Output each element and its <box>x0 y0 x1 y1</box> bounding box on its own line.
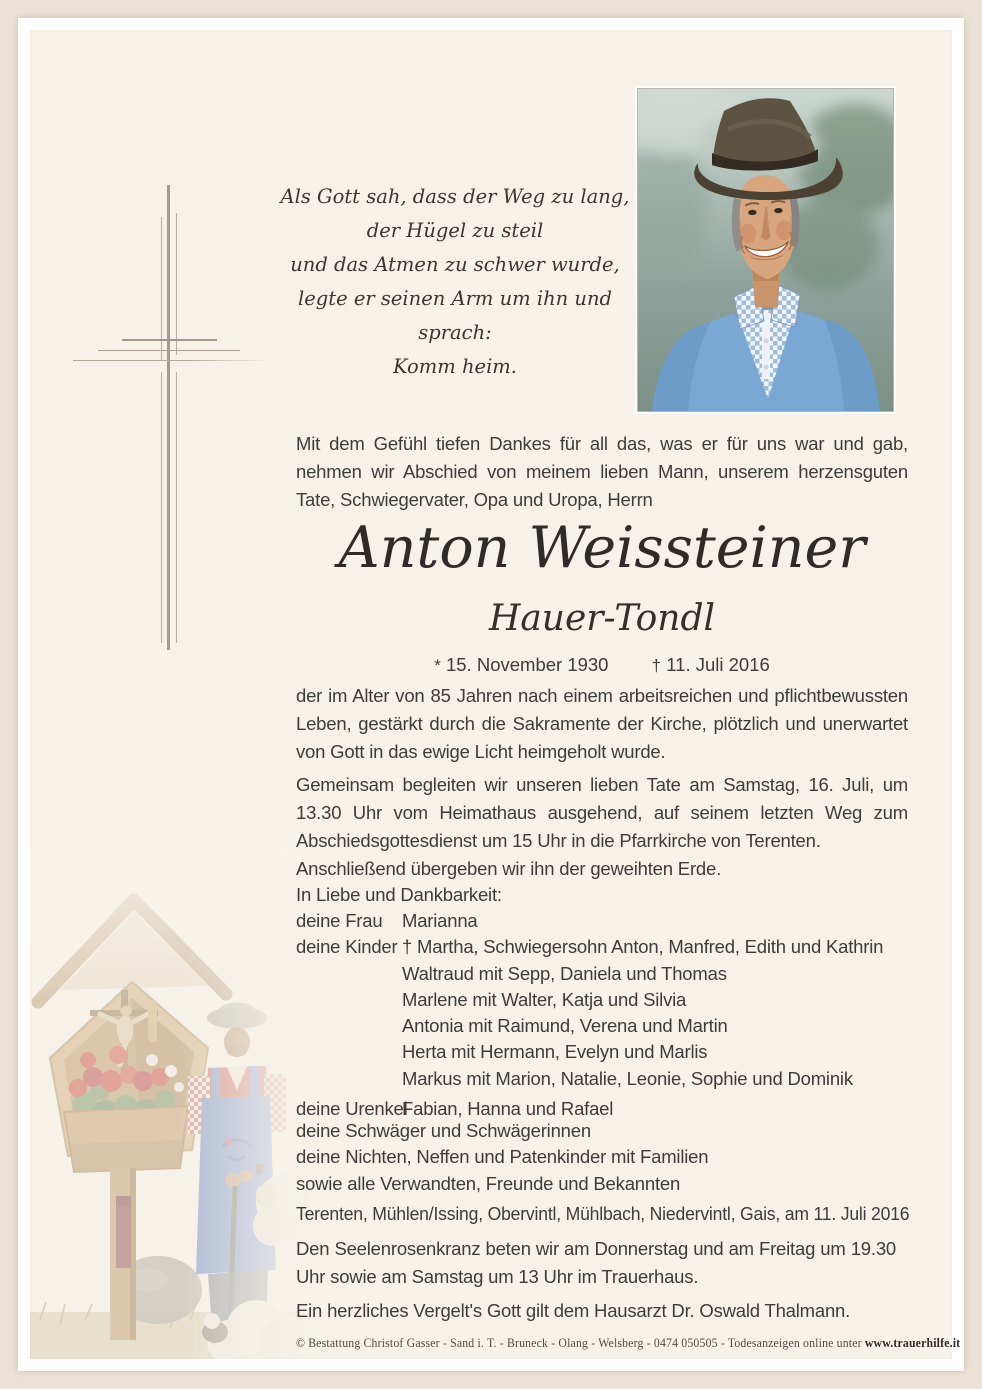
poem-line: legte er seinen Arm um ihn und sprach: <box>297 287 613 344</box>
cross-line <box>122 339 217 341</box>
mourner-value: † Martha, Schwiegersohn Anton, Manfred, Edith und Kathrin <box>402 936 884 958</box>
deceased-name: Anton Weissteiner <box>338 515 866 581</box>
cross-line <box>161 372 162 643</box>
obituary-paragraph: der im Alter von 85 Jahren nach einem arbeitsreichen und pflichtbewussten Leben, gestärkt durch die Sakramente der Kirche, plötzlich und unerwartet von Gott in das ewige Licht heimgeholt wurde. <box>296 685 908 762</box>
portrait-photo <box>637 88 894 412</box>
mourner-value: Fabian, Hanna und Rafael <box>402 1098 614 1120</box>
cross-line <box>167 185 170 650</box>
mourner-row <box>296 961 908 987</box>
poem-line: Als Gott sah, dass der Weg zu lang, <box>280 185 630 208</box>
mourner-value: Markus mit Marion, Natalie, Leonie, Sophie und Dominik <box>402 1067 853 1089</box>
death-symbol: † <box>651 656 662 675</box>
death-date: 11. Juli 2016 <box>666 654 770 675</box>
poem-line: Komm heim. <box>393 355 517 378</box>
life-dates <box>296 654 908 676</box>
poem-line: der Hügel zu steil <box>366 219 544 242</box>
footer-text: © Bestattung Christof Gasser - Sand i. T. - Bruneck - Olang - Welsberg - 0474 050505 - Todesanzeigen online unter <box>296 1336 865 1350</box>
cross-line <box>176 372 177 643</box>
mourner-row <box>296 934 908 960</box>
mourner-row <box>296 1039 908 1065</box>
thanks-line: Ein herzliches Vergelt's Gott gilt dem Hausarzt Dr. Oswald Thalmann. <box>296 1300 851 1321</box>
birth-date: 15. November 1930 <box>445 654 609 675</box>
footer-website: www.trauerhilfe.it <box>864 1336 961 1350</box>
mourner-label: deine Kinder <box>296 936 398 958</box>
mourner-plain-row: sowie alle Verwandten, Freunde und Bekannten <box>296 1172 681 1194</box>
mourner-value: Herta mit Hermann, Evelyn und Marlis <box>402 1041 708 1063</box>
funeral-home-footer <box>296 1336 960 1351</box>
mourner-label: deine Urenkel <box>296 1098 408 1120</box>
mourner-label: deine Frau <box>296 910 383 931</box>
house-name: Hauer-Tondl <box>488 598 716 639</box>
funeral-main: Gemeinsam begleiten wir unseren lieben Tate am Samstag, 16. Juli, um 13.30 Uhr vom Heimathaus ausgehend, auf seinem letzten Weg zum Abschiedsgottesdienst um 15 Uhr in die Pfarrkirche von Terenten. <box>296 774 908 851</box>
funeral-paragraph <box>296 771 908 883</box>
mourner-plain-row: deine Nichten, Neffen und Patenkinder mit Familien <box>296 1146 709 1168</box>
memorial-card <box>18 18 964 1371</box>
funeral-burial-line: Anschließend übergeben wir ihn der geweihten Erde. <box>296 858 722 879</box>
mourners-plain-list <box>296 1118 908 1197</box>
mourner-row <box>296 1013 908 1039</box>
mourner-value: Marlene mit Walter, Katja und Silvia <box>402 988 687 1010</box>
intro-paragraph: Mit dem Gefühl tiefen Dankes für all das, was er für uns war und gab, nehmen wir Abschied von meinem lieben Mann, unserem herzensguten Tate, Schwiegervater, Opa und Uropa, Herrn <box>296 433 908 510</box>
mourner-value: Marianna <box>402 910 478 931</box>
date-place-line: Terenten, Mühlen/Issing, Obervintl, Mühlbach, Niedervintl, Gais, am 11. Juli 2016 <box>296 1203 910 1224</box>
mourner-row <box>296 1066 908 1092</box>
mourner-value: Waltraud mit Sepp, Daniela und Thomas <box>402 962 727 984</box>
cross-line <box>98 350 240 352</box>
mourner-row <box>296 908 908 934</box>
birth-symbol: * <box>434 656 441 675</box>
cross-line <box>176 213 177 355</box>
poem <box>265 180 645 384</box>
cross-line <box>73 360 270 361</box>
mourner-row <box>296 987 908 1013</box>
wayside-cross-shepherd-photo <box>30 850 312 1359</box>
gratitude-heading: In Liebe und Dankbarkeit: <box>296 884 502 905</box>
mourner-plain-row: deine Schwäger und Schwägerinnen <box>296 1120 591 1141</box>
poem-line: und das Atmen zu schwer wurde, <box>290 253 620 276</box>
mourners-list <box>296 908 908 1122</box>
rosary-paragraph: Den Seelenrosenkranz beten wir am Donnerstag und am Freitag um 19.30 Uhr sowie am Samstag um 13 Uhr im Trauerhaus. <box>296 1238 896 1287</box>
mourner-value: Antonia mit Raimund, Verena und Martin <box>402 1015 728 1037</box>
